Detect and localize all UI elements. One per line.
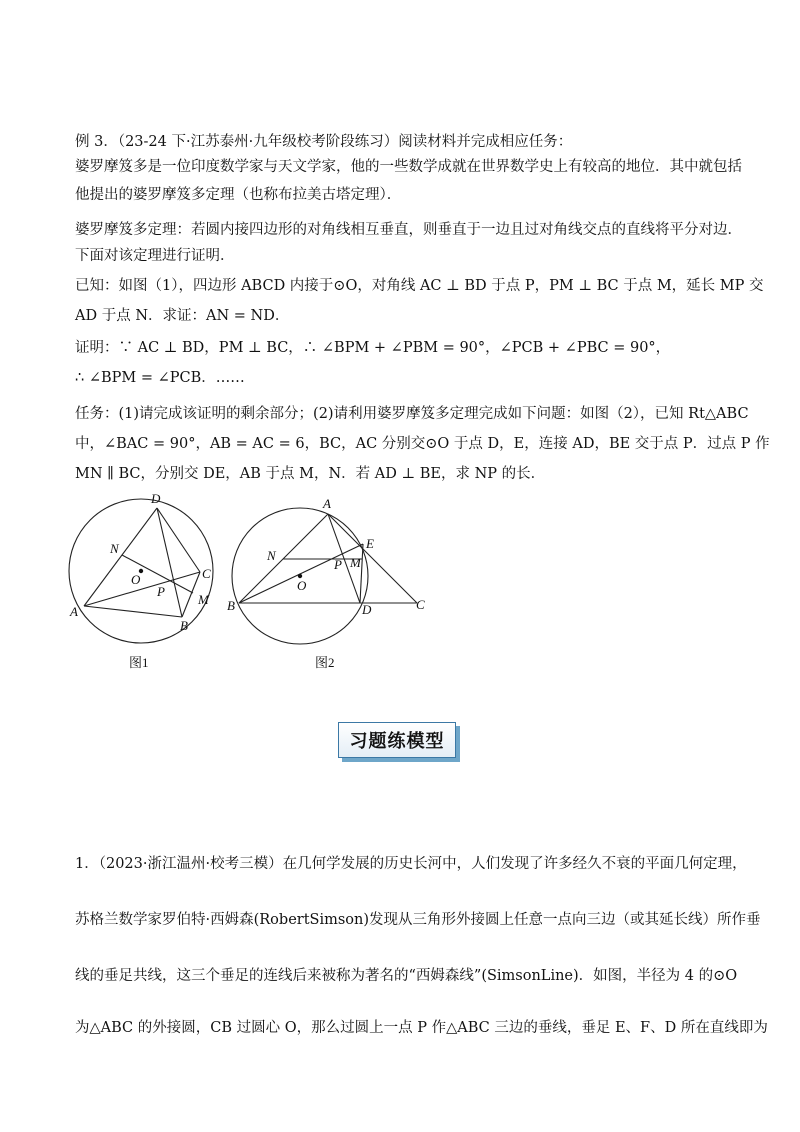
fig2-label-a: A [323,496,331,511]
banner-title: 习题练模型 [338,722,456,758]
figure-2-caption: 图2 [315,655,335,670]
example3-line-10: 任务：(1)请完成该证明的剩余部分；(2)请利用婆罗摩笈多定理完成如下问题：如图（2），已知 Rt△ABC [75,406,749,422]
problem1-line-4: 为△ABC 的外接圆，CB 过圆心 O，那么过圆上一点 P 作△ABC 三边的垂线，垂足 E、F、D 所在直线即为 [75,1020,768,1036]
example3-line-4: 婆罗摩笈多定理：若圆内接四边形的对角线相互垂直，则垂直于一边且过对角线交点的直线将平分对边． [75,222,742,238]
fig2-label-n: N [267,548,276,563]
figure-2-diagram [225,490,435,650]
fig1-label-o: O [131,572,141,587]
fig2-label-o: O [297,578,307,593]
fig1-label-m: M [198,592,209,607]
fig1-side-ad [84,508,157,606]
example3-line-8: 证明：∵ AC ⊥ BD，PM ⊥ BC，∴ ∠BPM + ∠PBM = 90°，∠PCB + ∠PBC = 90°， [75,340,671,356]
example3-line-1: 例 3．（23-24 下·江苏泰州·九年级校考阶段练习）阅读材料并完成相应任务： [75,134,573,150]
example3-line-11: 中，∠BAC = 90°，AB = AC = 6，BC，AC 分别交⊙O 于点 D，E，连接 AD，BE 交于点 P．过点 P 作 [75,436,770,452]
problem1-line-1: 1．（2023·浙江温州·校考三模）在几何学发展的历史长河中，人们发现了许多经久不衰的平面几何定理， [75,856,747,872]
fig2-label-b: B [227,598,235,613]
figure-1-diagram [62,490,232,650]
example3-line-9: ∴ ∠BPM = ∠PCB．…… [75,370,245,386]
example3-line-5: 下面对该定理进行证明． [75,248,235,264]
fig2-label-p: P [334,557,342,572]
fig1-label-n: N [110,541,119,556]
example3-line-2: 婆罗摩笈多是一位印度数学家与天文学家，他的一些数学成就在世界数学史上有较高的地位．其中就包括 [75,159,742,175]
problem1-line-3: 线的垂足共线，这三个垂足的连线后来被称为著名的“西姆森线”(SimsonLine)．如图，半径为 4 的⊙O [75,968,738,984]
fig1-label-a: A [70,604,78,619]
fig2-label-m: M [350,555,361,570]
fig1-label-p: P [157,584,165,599]
fig2-label-d: D [362,602,372,617]
fig2-label-c: C [416,597,425,612]
fig1-label-d: D [151,491,161,506]
example3-line-3: 他提出的婆罗摩笈多定理（也称布拉美古塔定理）． [75,187,402,203]
fig1-label-b: B [180,618,188,633]
problem1-line-2: 苏格兰数学家罗伯特·西姆森(RobertSimson)发现从三角形外接圆上任意一点向三边（或其延长线）所作垂 [75,912,761,928]
figure-1-caption: 图1 [129,655,149,670]
fig1-label-c: C [202,566,211,581]
fig2-label-e: E [366,536,374,551]
example3-line-12: MN ∥ BC，分别交 DE，AB 于点 M，N．若 AD ⊥ BE，求 NP 的长． [75,466,546,482]
example3-line-6: 已知：如图（1），四边形 ABCD 内接于⊙O，对角线 AC ⊥ BD 于点 P，PM ⊥ BC 于点 M，延长 MP 交 [75,278,764,294]
section-banner [338,722,462,764]
example3-line-7: AD 于点 N．求证：AN = ND． [75,308,290,324]
